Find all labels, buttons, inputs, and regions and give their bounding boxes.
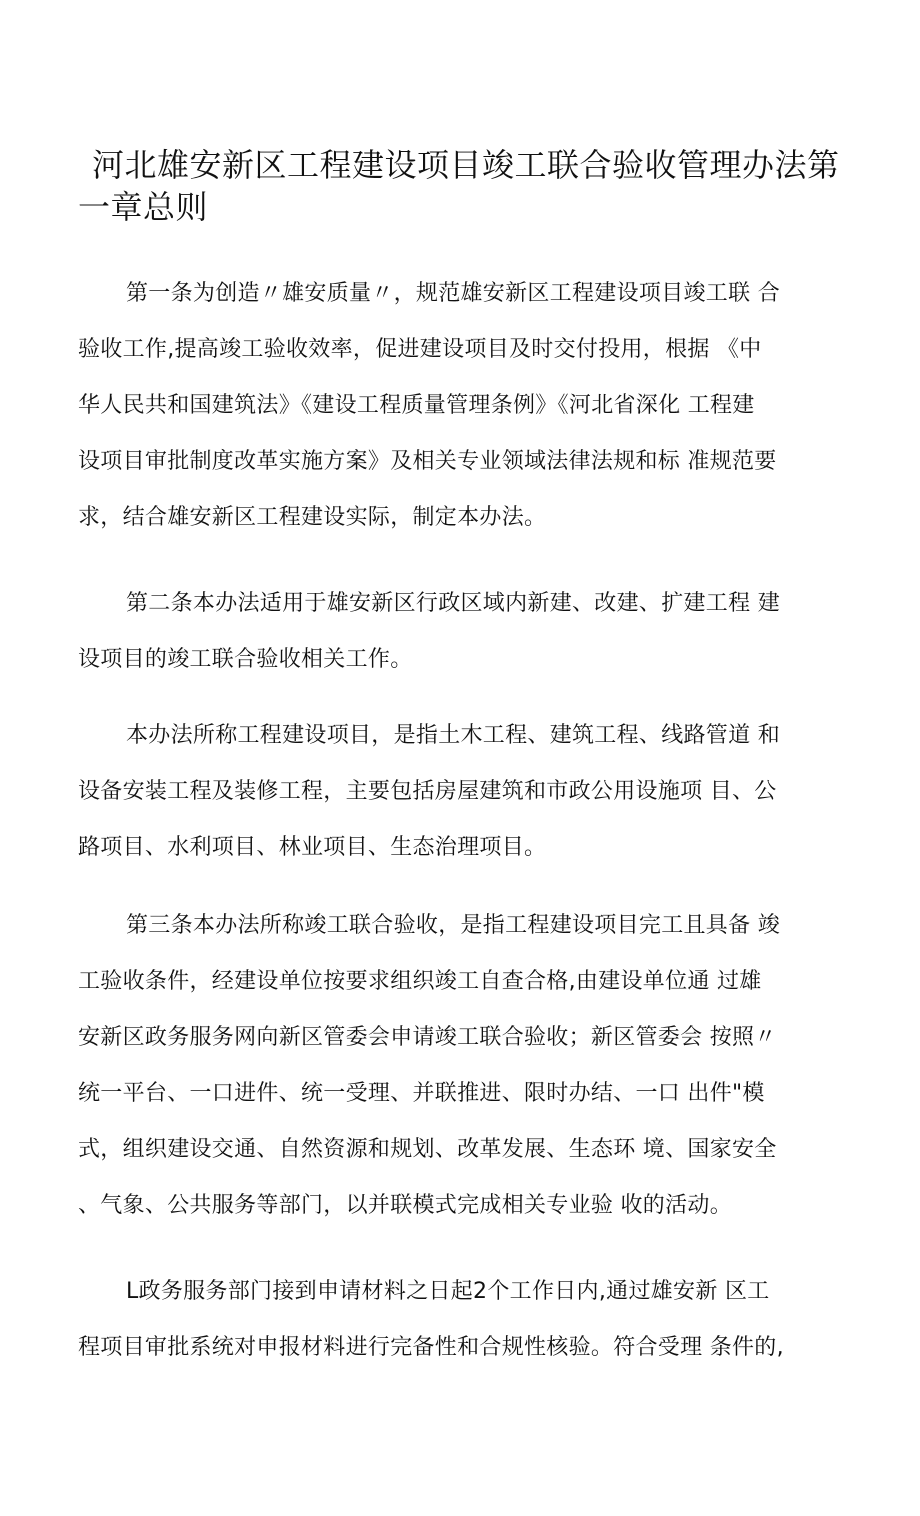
paragraph-line: 求，结合雄安新区工程建设实际，制定本办法。 (78, 505, 547, 530)
article-1-paragraph (78, 266, 858, 546)
title-line: 一章总则 (78, 188, 209, 226)
article-3-paragraph (78, 898, 858, 1234)
paragraph-line: 第一条为创造〃雄安质量〃，规范雄安新区工程建设项目竣工联 合 (126, 281, 780, 306)
paragraph-line: 第二条本办法适用于雄安新区行政区域内新建、改建、扩建工程 建 (126, 591, 780, 616)
paragraph-line: 式，组织建设交通、自然资源和规划、改革发展、生态环 境、国家安全 (78, 1137, 777, 1162)
paragraph-line: L政务服务部门接到申请材料之日起2个工作日内,通过雄安新 区工 (126, 1279, 770, 1304)
paragraph-line: 工验收条件，经建设单位按要求组织竣工自查合格,由建设单位通 过雄 (78, 969, 762, 994)
paragraph-line: 程项目审批系统对申报材料进行完备性和合规性核验。符合受理 条件的, (78, 1335, 784, 1360)
title-line: 河北雄安新区工程建设项目竣工联合验收管理办法第 (92, 146, 840, 184)
paragraph-line: 第三条本办法所称竣工联合验收，是指工程建设项目完工且具备 竣 (126, 913, 780, 938)
procedure-paragraph (78, 1264, 858, 1376)
definition-paragraph (78, 708, 858, 876)
paragraph-line: 设项目的竣工联合验收相关工作。 (78, 647, 413, 672)
paragraph-line: 验收工作,提高竣工验收效率，促进建设项目及时交付投用，根据 《中 (78, 337, 762, 362)
document-title (78, 144, 838, 228)
paragraph-line: 安新区政务服务网向新区管委会申请竣工联合验收；新区管委会 按照〃 (78, 1025, 777, 1050)
paragraph-line: 统一平台、一口进件、统一受理、并联推进、限时办结、一口 出件"模 (78, 1081, 765, 1106)
paragraph-line: 、气象、公共服务等部门，以并联模式完成相关专业验 收的活动。 (78, 1193, 732, 1218)
paragraph-line: 本办法所称工程建设项目，是指土木工程、建筑工程、线路管道 和 (126, 723, 780, 748)
article-2-paragraph (78, 576, 858, 688)
paragraph-line: 设项目审批制度改革实施方案》及相关专业领域法律法规和标 准规范要 (78, 449, 777, 474)
paragraph-line: 设备安装工程及装修工程，主要包括房屋建筑和市政公用设施项 目、公 (78, 779, 777, 804)
paragraph-line: 华人民共和国建筑法》《建设工程质量管理条例》《河北省深化 工程建 (78, 393, 755, 418)
paragraph-line: 路项目、水利项目、林业项目、生态治理项目。 (78, 835, 547, 860)
